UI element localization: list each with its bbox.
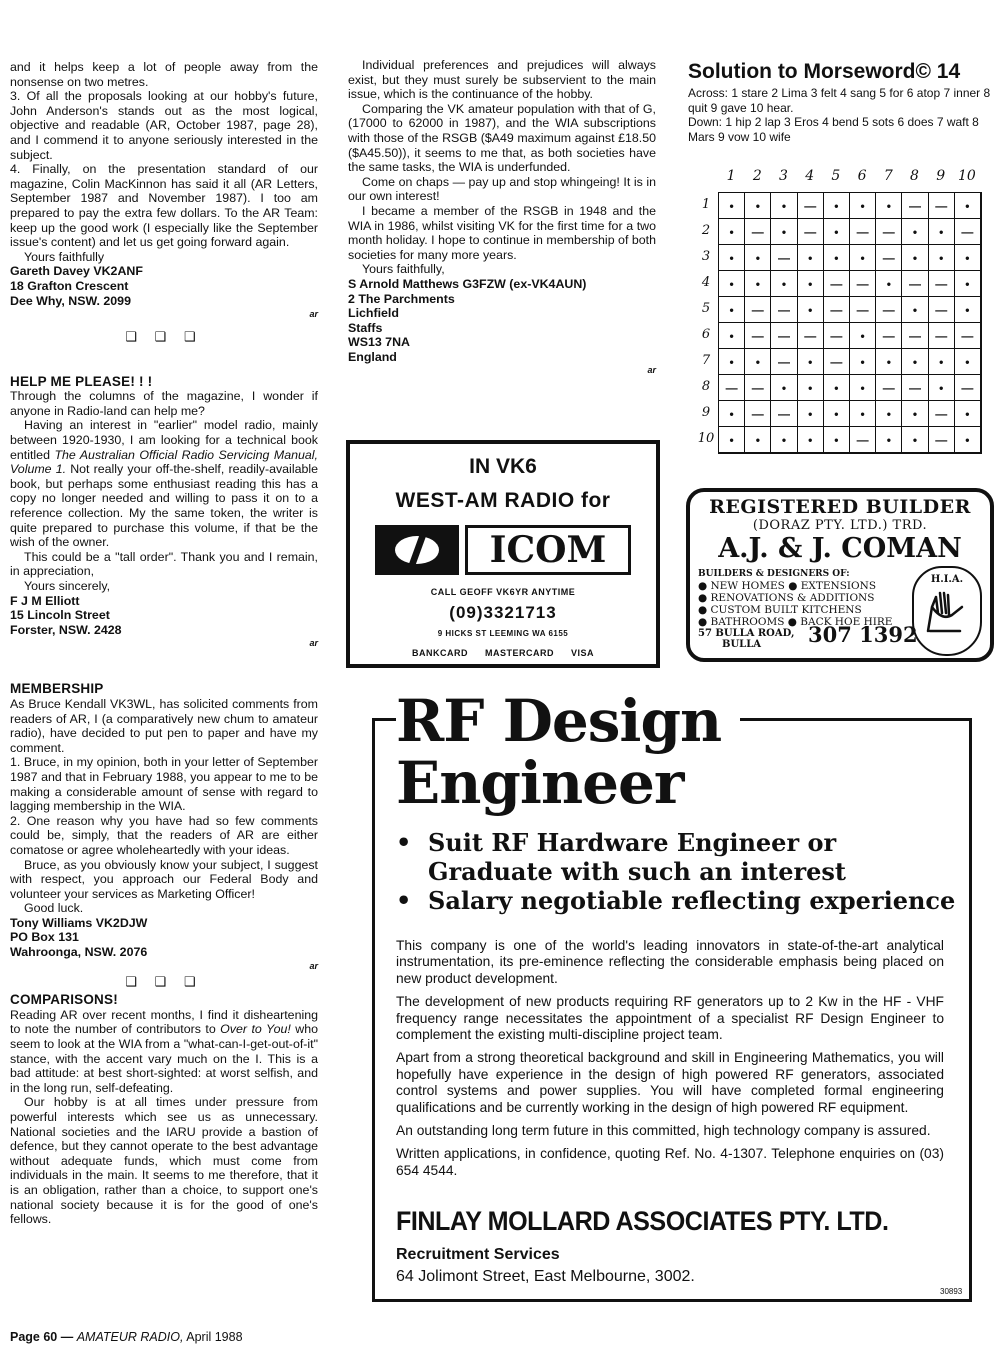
icom-wordmark: ICOM [465, 525, 631, 575]
grid-cell: — [929, 271, 955, 297]
grid-cell: • [719, 349, 745, 375]
grid-cell: — [771, 323, 797, 349]
grid-cell: • [876, 349, 902, 375]
grid-cell: • [719, 427, 745, 453]
grid-cell: — [876, 219, 902, 245]
para: Good luck. [24, 901, 84, 916]
para: 1. Bruce, in my opinion, both in your letter of September 1987 and that in February 1988, you appear to me to be making a considerable amount of sense with regard to lagging membership in the WIA. [10, 755, 318, 814]
ad-name: A.J. & J. COMAN [718, 533, 962, 564]
grid-cell: — [719, 375, 745, 401]
morseword-answers [688, 86, 998, 144]
signature-address: Forster, NSW. 2428 [10, 622, 122, 637]
grid-cell: • [929, 349, 955, 375]
para: Reading AR over recent months, I find it disheartening to note the number of contributors to Over to You! who seem to look at the WIA from a "what-can-I-get-out-of-it" stance, with the accent vary much on the I. This is a bad attitude: at best short-sighted: at worst selfish, and in the long run, self-defeating. [10, 1007, 318, 1095]
grid-column-number: 10 [957, 168, 976, 184]
grid-cell: — [850, 427, 876, 453]
grid-row-number: 6 [701, 327, 711, 342]
grid-row-number: 5 [701, 301, 711, 316]
ad-frame-top [372, 718, 396, 721]
morseword-across: Across: 1 stare 2 Lima 3 felt 4 sang 5 for 6 atop 7 inner 8 quit 9 gave 10 hear. [688, 86, 991, 115]
grid-cell: • [719, 401, 745, 427]
grid-cell: • [929, 375, 955, 401]
grid-cell: — [798, 219, 824, 245]
grid-cell: • [850, 193, 876, 219]
rf-ad-address: 64 Jolimont Street, East Melbourne, 3002. [396, 1268, 695, 1285]
grid-cell: • [824, 193, 850, 219]
grid-column-number: 6 [857, 168, 867, 184]
closing: Yours sincerely, [24, 579, 111, 593]
grid-cell: • [824, 245, 850, 271]
grid-cell: • [850, 375, 876, 401]
para: Having an interest in "earlier" model radio, mainly between 1920-1930, I am looking for a technical book entitled The Australian Official Radio Servicing Manual, Volume 1. Not really your off-the-shelf, readily-available book, but perhaps some enthusiast reading this has a copy no longer needed and willing to pass it on to a reference collection. My the same token, the writer is quite prepared to purchase this volume, if that be the wish of the owner. [10, 418, 318, 550]
morseword-down: Down: 1 hip 2 lap 3 Eros 4 bend 5 sots 6 does 7 waft 8 Mars 9 vow 10 wife [688, 115, 979, 144]
grid-cell: — [824, 323, 850, 349]
section-divider: ❑ ❑ ❑ [125, 329, 203, 345]
para: This could be a "tall order". Thank you and I remain, in appreciation, [10, 549, 318, 579]
signature-address: 18 Grafton Crescent [10, 278, 129, 293]
grid-cell: — [929, 323, 955, 349]
grid-cell: • [955, 349, 981, 375]
grid-cell: • [719, 219, 745, 245]
signature-address: Wahroonga, NSW. 2076 [10, 945, 148, 960]
grid-column-number: 7 [883, 168, 893, 184]
closing: Yours faithfully, [362, 262, 445, 277]
grid-row-number: 3 [701, 249, 711, 264]
grid-cell: — [745, 323, 771, 349]
ad-tagline: BUILDERS & DESIGNERS OF: [698, 569, 850, 579]
grid-cell: • [798, 401, 824, 427]
signature-address: Staffs [348, 320, 383, 335]
signature-address: Lichfield [348, 306, 399, 321]
ad-heading: REGISTERED BUILDER [709, 496, 971, 518]
grid-cell: — [929, 297, 955, 323]
grid-cell: — [876, 375, 902, 401]
book-title: The Australian Official Radio Servicing Manual, Volume 1. [10, 447, 318, 477]
grid-cell: • [955, 297, 981, 323]
grid-cell: — [771, 401, 797, 427]
hia-label: H.I.A. [930, 574, 964, 585]
column-title: Over to You! [220, 1022, 291, 1037]
ad-company: (DORAZ PTY. LTD.) TRD. [752, 518, 928, 533]
ad-subheading: WEST-AM RADIO for [395, 489, 611, 512]
grid-cell: — [824, 271, 850, 297]
grid-row-number: 4 [701, 275, 711, 290]
grid-cell: — [745, 375, 771, 401]
signature-address: 2 The Parchments [348, 291, 455, 306]
ad-service: ● CUSTOM BUILT KITCHENS [698, 604, 862, 616]
grid-column-number: 5 [831, 168, 841, 184]
para: This company is one of the world's leading innovators in state-of-the-art analytical instrumentation, its pre-eminence reflecting the considerable emphasis being placed on new product development. [396, 938, 944, 986]
grid-row-number: 7 [701, 353, 711, 368]
ad-service: ● NEW HOMES ● EXTENSIONS [698, 580, 877, 592]
grid-cell: • [798, 297, 824, 323]
grid-cell: • [902, 349, 928, 375]
hands-icon [922, 585, 972, 639]
grid-cell: — [929, 427, 955, 453]
grid-cell: • [719, 271, 745, 297]
grid-cell: • [771, 219, 797, 245]
grid-cell: • [850, 349, 876, 375]
grid-cell: — [771, 297, 797, 323]
grid-cell: • [850, 401, 876, 427]
para: Come on chaps — pay up and stop whingeing! It is in our own interest! [348, 174, 656, 204]
grid-cell: • [719, 193, 745, 219]
grid-cell: — [955, 323, 981, 349]
grid-cell: • [929, 219, 955, 245]
grid-cell: — [798, 193, 824, 219]
issue-date: April 1988 [186, 1330, 243, 1344]
signature-address: England [348, 349, 397, 364]
grid-cell: • [824, 375, 850, 401]
para: Written applications, in confidence, quoting Ref. No. 4-1307. Telephone enquiries on (03) 654 4544. [396, 1146, 944, 1178]
grid-cell: • [929, 245, 955, 271]
signature-address: PO Box 131 [10, 930, 79, 945]
para: Through the columns of the magazine, I wonder if anyone in Radio-land can help me? [10, 389, 318, 418]
grid-cell: • [902, 219, 928, 245]
ad-phone: 307 1392 [808, 622, 918, 647]
grid-row-number: 2 [701, 223, 711, 238]
para: Comparing the VK amateur population with that of G, (17000 to 62000 in 1987), and the WIA subscriptions with those of the RSGB ($A49 maximum against £18.50 ($A45.50)), it seems to me that, as both societies have the same tasks, the WIA is underfunded. [348, 101, 656, 175]
grid-cell: • [798, 427, 824, 453]
grid-cell: — [955, 375, 981, 401]
grid-column-number: 8 [910, 168, 919, 184]
bullet-continued: Graduate with such an interest [428, 857, 847, 886]
grid-cell: • [955, 271, 981, 297]
grid-cell: — [955, 219, 981, 245]
grid-cell: • [771, 193, 797, 219]
grid-cell: — [771, 349, 797, 375]
signature-name: Tony Williams VK2DJW [10, 915, 148, 930]
page-footer [10, 1330, 243, 1344]
grid-cell: • [798, 271, 824, 297]
ad-service: ● BATHROOMS ● BACK HOE HIRE [698, 616, 893, 628]
signature-name: Gareth Davey VK2ANF [10, 264, 143, 279]
grid-cell: • [876, 427, 902, 453]
grid-cell: — [902, 193, 928, 219]
signature-address: 15 Lincoln Street [10, 608, 110, 623]
end-mark: ar [309, 309, 318, 320]
ad-phone: (09)3321713 [449, 603, 557, 622]
grid-cell: • [824, 401, 850, 427]
ad-address: 57 BULLA ROAD, BULLA [698, 628, 795, 650]
grid-cell: — [850, 219, 876, 245]
para: 4. Finally, on the presentation standard of our magazine, Colin MacKinnon has said it all (AR Letters, September 1987 and November 1987). I too am prepared to pay the extra few dollars. To the AR Team: keep up the good work (I especially like the September issue's content) and let us get going forward again. [10, 162, 318, 250]
page-number: Page 60 — [10, 1330, 74, 1344]
ad-cards: BANKCARD MASTERCARD VISA [411, 648, 594, 658]
grid-cell: • [955, 427, 981, 453]
grid-cell: • [719, 245, 745, 271]
section-divider: ❑ ❑ ❑ [125, 973, 203, 989]
grid-cell: • [745, 271, 771, 297]
icom-logo [350, 525, 656, 575]
para: An outstanding long term future in this committed, high technology company is assured. [396, 1123, 931, 1139]
grid-cell: — [876, 323, 902, 349]
signature-address: Dee Why, NSW. 2099 [10, 293, 131, 308]
grid-cell: • [824, 219, 850, 245]
magazine-name: AMATEUR RADIO, [76, 1330, 184, 1344]
column-2 [348, 58, 656, 377]
grid-cell: — [745, 219, 771, 245]
grid-cell: — [745, 297, 771, 323]
grid-cell: • [745, 349, 771, 375]
rf-ad-department: Recruitment Services [396, 1246, 560, 1263]
grid-cell: • [771, 375, 797, 401]
para: Our hobby is at all times under pressure from powerful interests which see us as unnecessary. National societies and the IARU provide a bastion of defence, but they cannot operate to the best advantage without adequate funds, which must come from individuals in the main. It seems to me therefore, that it is an obligation, rather than a choice, to support one's national society because it is for the good of one's fellows. [10, 1095, 318, 1227]
grid-row-number: 10 [697, 431, 715, 446]
hia-badge [912, 566, 982, 656]
bullet: • Suit RF Hardware Engineer or [396, 828, 837, 857]
grid-cell: • [902, 297, 928, 323]
grid-column-number: 2 [752, 168, 762, 184]
grid-cell: • [902, 427, 928, 453]
grid-cell: — [798, 323, 824, 349]
section-heading: MEMBERSHIP [10, 681, 104, 697]
grid-cell: — [824, 349, 850, 375]
para: I became a member of the RSGB in 1948 and the WIA in 1986, whilst visiting VK for the first time for a two month holiday. I hope to continue in membership of both societies for many more years. [348, 203, 656, 262]
para: and it helps keep a lot of people away from the nonsense on two metres. [10, 60, 318, 89]
para: 3. Of all the proposals looking at our hobby's future, John Anderson's stands out as the most logical, objective and readable (AR, October 1987, page 28), and I commend it to anyone seriously interested in the subject. [10, 89, 318, 162]
column-1 [10, 60, 318, 1227]
grid-cell: • [798, 375, 824, 401]
grid-column-number: 3 [779, 168, 788, 184]
grid-cell: — [824, 297, 850, 323]
end-mark: ar [309, 960, 318, 971]
para: The development of new products requiring RF generators up to 2 Kw in the HF - VHF frequency range necessitates the appointment of a specialist RF Design Engineer to complement the existing multi-discipline project team. [396, 994, 944, 1043]
grid-cell: • [824, 427, 850, 453]
grid-cell: • [719, 323, 745, 349]
grid-cell: • [745, 245, 771, 271]
bullet: • Salary negotiable reflecting experience [396, 886, 956, 915]
signature-address: WS13 7NA [348, 335, 410, 350]
closing: Yours faithfully [24, 249, 105, 264]
grid-row-number: 9 [701, 405, 711, 420]
grid-column-number: 9 [936, 168, 946, 184]
grid-cell: • [771, 427, 797, 453]
grid-cell: • [902, 401, 928, 427]
grid-cell: — [929, 401, 955, 427]
rf-ad-ref: 30893 [940, 1287, 963, 1296]
end-mark: ar [647, 365, 656, 376]
grid-row-number: 8 [701, 379, 711, 394]
grid-cell: • [876, 401, 902, 427]
grid-column-number: 1 [726, 168, 736, 184]
morseword-title: Solution to Morseword© 14 [688, 60, 961, 83]
grid-cell: — [929, 193, 955, 219]
para: As Bruce Kendall VK3WL, has solicited comments from readers of AR, I (a comparatively new chum to amateur radio), have decided to put pen to paper and have my comment. [10, 696, 318, 755]
ad-heading: IN VK6 [469, 455, 537, 478]
ad-address: 9 HICKS ST LEEMING WA 6155 [437, 629, 569, 638]
grid-cell: — [876, 245, 902, 271]
morseword-grid [718, 192, 982, 454]
grid-cell: • [955, 245, 981, 271]
grid-cell: • [876, 193, 902, 219]
grid-cell: • [876, 271, 902, 297]
grid-cell: • [798, 245, 824, 271]
section-heading: COMPARISONS! [10, 992, 118, 1008]
icom-logo-icon [375, 525, 459, 575]
rf-ad-bullets [396, 828, 955, 915]
signature-name: F J M Elliott [10, 593, 80, 608]
grid-cell: — [876, 297, 902, 323]
grid-cell: — [902, 375, 928, 401]
grid-cell: • [798, 349, 824, 375]
grid-cell: • [955, 193, 981, 219]
grid-cell: • [745, 193, 771, 219]
grid-cell: — [902, 323, 928, 349]
west-am-radio-ad [346, 440, 660, 668]
grid-row-number: 1 [701, 197, 711, 212]
grid-cell: • [850, 245, 876, 271]
section-heading: HELP ME PLEASE! ! ! [10, 373, 153, 389]
para: Apart from a strong theoretical background and skill in Engineering Mathematics, you will hopefully have experience in the design of high powered RF generators, associated control systems and power supplies. You will have completed formal engineering qualifications and be currently working in the design of high powered RF equipment. [396, 1050, 944, 1115]
grid-cell: — [850, 297, 876, 323]
grid-cell: • [745, 427, 771, 453]
para: 2. One reason why you have had so few comments could be, simply, that the readers of AR are either comatose or agree wholeheartedly with your ideas. [10, 813, 318, 857]
para: Individual preferences and prejudices will always exist, but they must surely be subservient to the main issue, which is the continuance of the hobby. [348, 58, 656, 102]
grid-column-number: 4 [805, 168, 815, 184]
grid-cell: • [955, 401, 981, 427]
ad-service: ● RENOVATIONS & ADDITIONS [698, 592, 875, 604]
signature-name: S Arnold Matthews G3FZW (ex-VK4AUN) [348, 276, 587, 291]
rf-ad-title: RF Design Engineer [396, 687, 722, 817]
grid-cell: • [902, 245, 928, 271]
ad-call: CALL GEOFF VK6YR ANYTIME [430, 587, 576, 597]
ad-services [698, 568, 892, 628]
grid-cell: • [771, 271, 797, 297]
grid-cell: — [771, 245, 797, 271]
grid-cell: — [745, 401, 771, 427]
grid-cell: • [850, 323, 876, 349]
para: Bruce, as you obviously know your subject, I suggest with respect, you approach our Federal Body and volunteer your services as Marketing Officer! [10, 857, 318, 901]
end-mark: ar [309, 638, 318, 649]
grid-cell: — [902, 271, 928, 297]
rf-ad-body [396, 938, 944, 1186]
coman-builder-ad [686, 488, 994, 662]
rf-ad-company: FINLAY MOLLARD ASSOCIATES PTY. LTD. [396, 1206, 889, 1236]
grid-cell: • [719, 297, 745, 323]
ad-frame-top [740, 718, 972, 721]
grid-cell: — [850, 271, 876, 297]
